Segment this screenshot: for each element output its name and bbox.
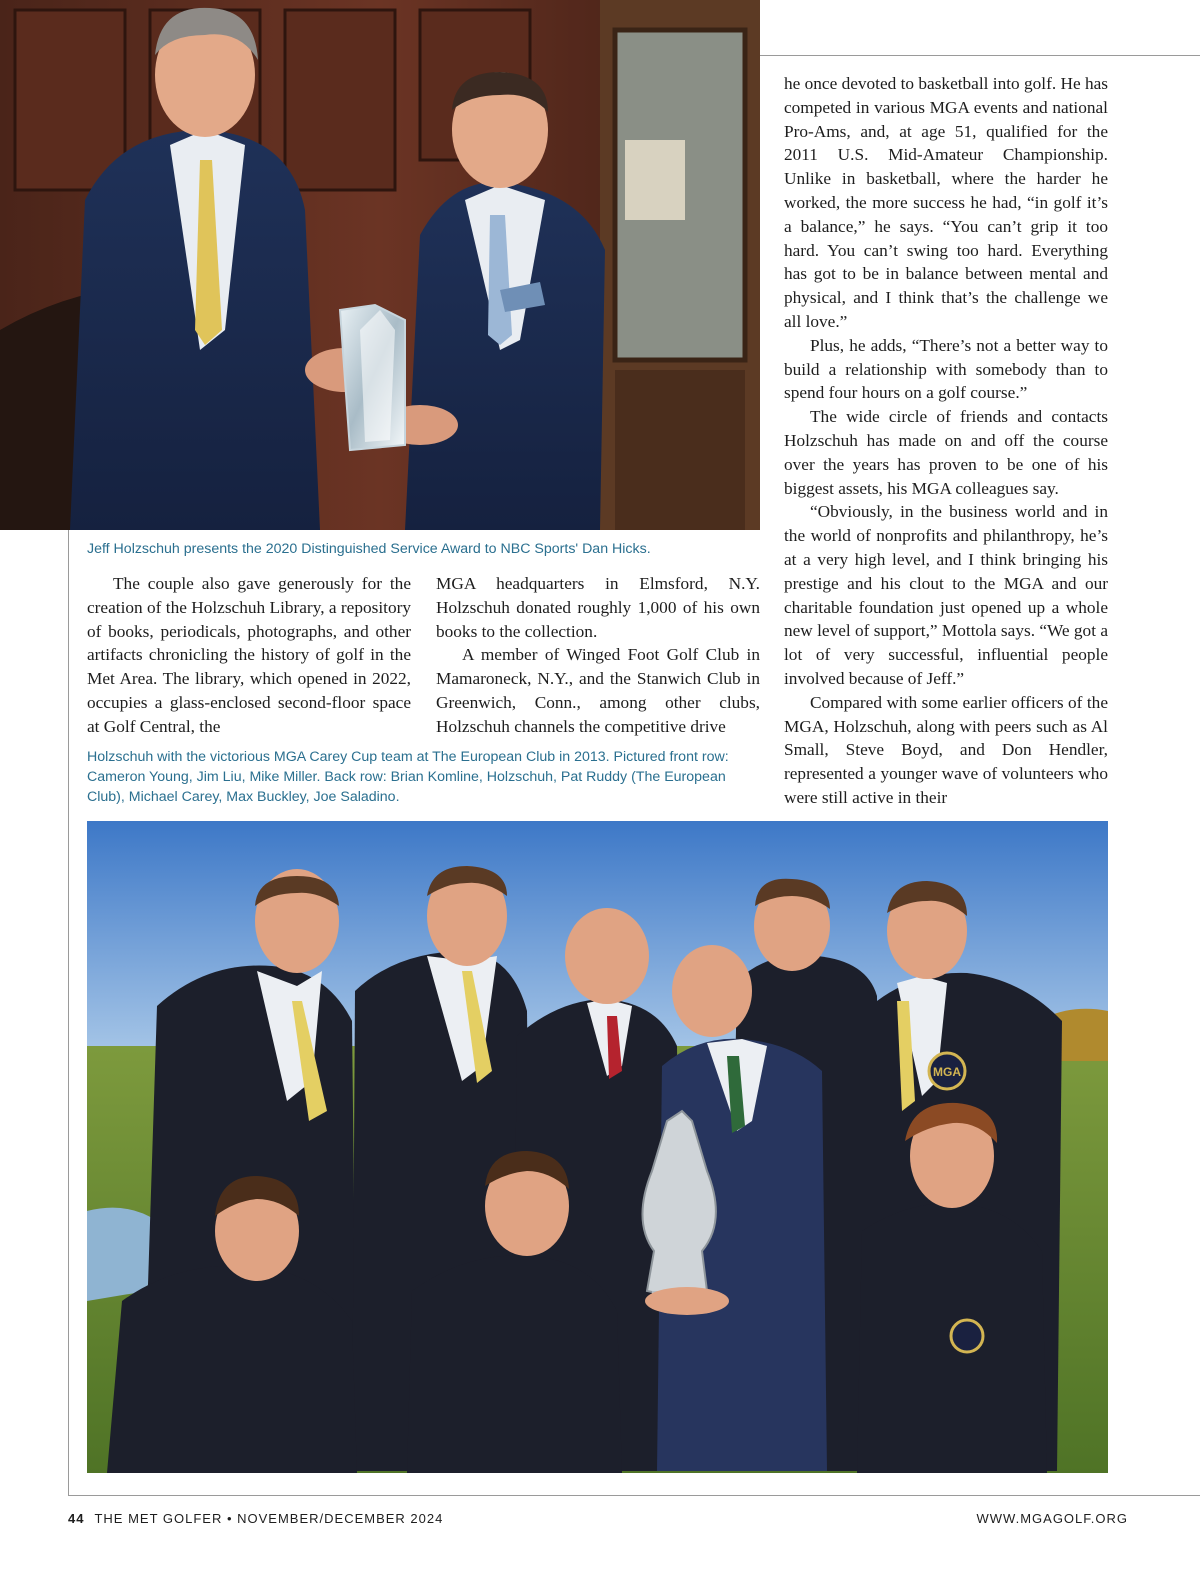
article-paragraph: Compared with some earlier officers of the MGA, Holzschuh, along with peers such as Al Small, Steve Boyd, and Don Hendler, represented a younger wave of volunteers who were still active in their (784, 692, 1108, 807)
article-paragraph: The wide circle of friends and contacts Holzschuh has made on and off the course over the years has proven to be one of his biggest assets, his MGA colleagues say. (784, 407, 1108, 498)
mga-crest-label: MGA (933, 1065, 961, 1079)
page-number: 44 (68, 1511, 85, 1526)
frame-top-rule (760, 55, 1200, 56)
article-paragraph: A member of Winged Foot Golf Club in Mamaroneck, N.Y., and the Stanwich Club in Greenwich, Conn., among other clubs, Holzschuh channels the competitive drive (436, 645, 760, 736)
article-paragraph: “Obviously, in the business world and in the world of nonprofits and philanthropy, he’s at a very high level, and I think bringing his prestige and his clout to the MGA and our charitable foundation just opened up a whole new level of support,” Mottola says. “We got a lot of very successful, influential people involved because of Jeff.” (784, 502, 1108, 688)
article-column-3 (784, 72, 1108, 810)
team-photo-caption: Holzschuh with the victorious MGA Carey Cup team at The European Club in 2013. Pictured front row: Cameron Young, Jim Liu, Mike Miller. Back row: Brian Komline, Holzschuh, Pat Ruddy (The European Club), Michael Carey, Max Buckley, Joe Saladino. (87, 749, 729, 805)
frame-bottom-rule (68, 1495, 1200, 1496)
article-column-2 (436, 572, 760, 739)
article-paragraph: The couple also gave generously for the creation of the Holzschuh Library, a repository of books, periodicals, photographs, and other artifacts chronicling the history of golf in the Met Area. The library, which opened in 2022, occupies a glass-enclosed second-floor space at Golf Central, the (87, 574, 411, 736)
article-column-1 (87, 572, 411, 739)
article-paragraph: MGA headquarters in Elmsford, N.Y. Holzschuh donated roughly 1,000 of his own books to the collection. (436, 574, 760, 641)
frame-left-rule (68, 530, 69, 1495)
article-paragraph: Plus, he adds, “There’s not a better way to build a relationship with somebody than to spend four hours on a golf course.” (784, 335, 1108, 403)
page-footer-left (68, 1511, 443, 1526)
award-presentation-photo (0, 0, 760, 530)
publication-issue: THE MET GOLFER • NOVEMBER/DECEMBER 2024 (94, 1511, 444, 1526)
carey-cup-team-photo (87, 821, 1108, 1473)
article-paragraph: he once devoted to basketball into golf. He has competed in various MGA events and national Pro-Ams, and, at age 51, qualified for the 2011 U.S. Mid-Amateur Championship. Unlike in basketball, where the harder he worked, the more success he had, “in golf it’s a balance,” he says. “You can’t grip it too hard. You can’t swing too hard. Everything has got to be in balance between mental and physical, and I think that’s the challenge we all love.” (784, 74, 1108, 331)
award-photo-caption: Jeff Holzschuh presents the 2020 Distinguished Service Award to NBC Sports' Dan Hicks. (87, 541, 651, 557)
website-url: WWW.MGAGOLF.ORG (976, 1511, 1128, 1526)
